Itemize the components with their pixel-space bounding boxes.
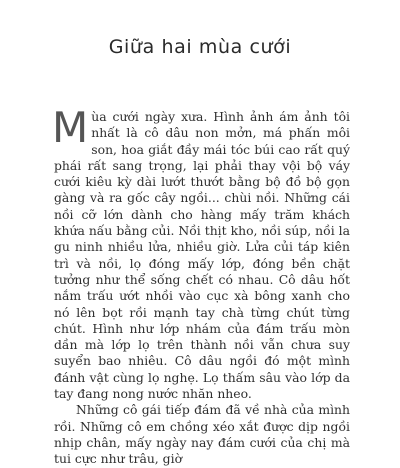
paragraph-1-text: ùa cưới ngày xưa. Hình ảnh ám ảnh tôi nhất là cô dâu non mởn, má phấn môi son, hoa giắt đầy mái tóc búi cao rất quý phái rất sang trọng, lại phải thay vội bộ váy cưới kiêu kỳ dài lướt thướt bằng bộ đồ bộ gọn gàng và ra gốc cây ngồi... chùi nồi. Những cái nồi cỡ lớn dành cho hàng mấy trăm khách khứa nấu bằng củi. Nồi thịt kho, nồi súp, nồi la gu ninh nhiều lửa, nhiều giờ. Lửa củi táp kiên trì và nồi, lọ đóng mấy lớp, đóng bền chặt tưởng như thể sống chết có nhau. Cô dâu hốt nắm trấu ướt nhồi vào cục xà bông xanh cho nó lên bọt rồi mạnh tay chà từng chút từng chút. Hình như lớp nhám của đám trấu mòn dần mà lớp lọ trên thành nồi vẫn chưa suy suyển bao nhiêu. Cô dâu ngồi đó một mình đánh vật cùng lọ nghẹ. Lọ thấm sâu vào lớp da tay đang nong nước nhăn nheo. [54,109,350,402]
paragraph-1 [52,103,350,402]
body-text [52,103,350,467]
drop-cap: M [52,103,87,152]
chapter-title: Giữa hai mùa cưới [108,36,292,58]
paragraph-2: Những cô gái tiếp đám đã về nhà của mình rồi. Những cô em chồng xéo xắt được dịp ngồi nhịp chân, mấy ngày nay đám cưới của chị mà tui cực như trâu, giờ [54,402,350,467]
